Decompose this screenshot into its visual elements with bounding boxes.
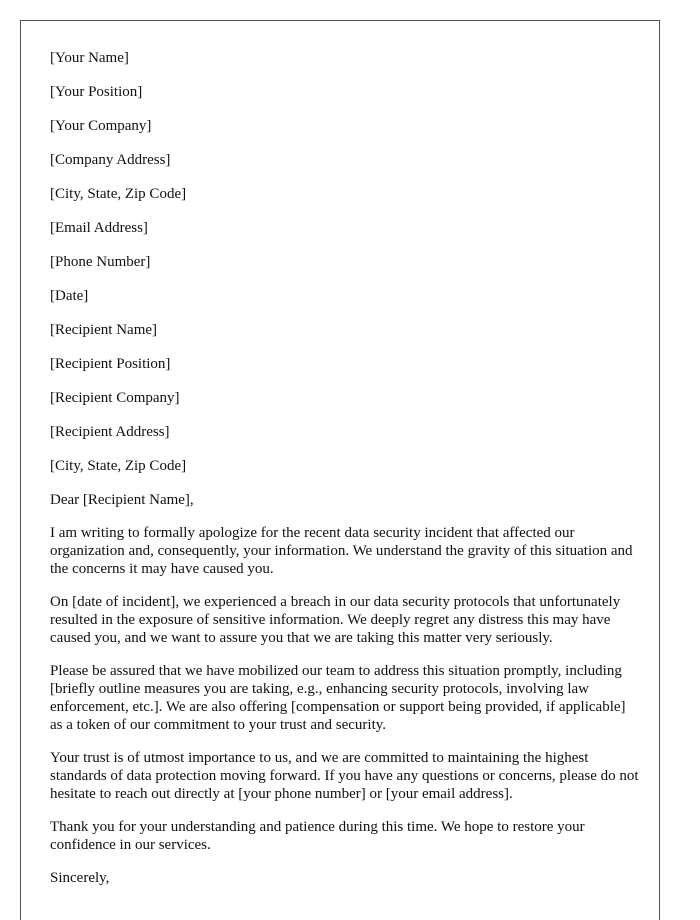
paragraph-measures: Please be assured that we have mobilized our team to address this situation promptly, including [briefly outline measures you are taking, e.g., enhancing security protocols, involving law enforcement, etc.]. We are also offering [compensation or support being provided, if applicable] as a token of our commitment to your trust and security. — [50, 663, 626, 733]
paragraph-incident: On [date of incident], we experienced a breach in our data security protocols that unfortunately resulted in the exposure of sensitive information. We deeply regret any distress this may have caused you, and we want to assure you that we are taking this matter very seriously. — [50, 594, 621, 646]
salutation: Dear [Recipient Name], — [50, 492, 194, 508]
recipient-name: [Recipient Name] — [50, 322, 158, 338]
recipient-address: [Recipient Address] — [50, 424, 170, 440]
letter-body — [50, 49, 640, 887]
recipient-company: [Recipient Company] — [50, 390, 180, 406]
paragraph-trust: Your trust is of utmost importance to us, and we are committed to maintaining the highest standards of data protection moving forward. If you have any questions or concerns, please do not hesitate to reach out directly at [your phone number] or [your email address]. — [50, 750, 639, 802]
sender-address: [Company Address] — [50, 152, 171, 168]
letter-page — [20, 20, 660, 920]
sender-phone: [Phone Number] — [50, 254, 151, 270]
sender-city-state-zip: [City, State, Zip Code] — [50, 186, 187, 202]
recipient-position: [Recipient Position] — [50, 356, 171, 372]
sender-company: [Your Company] — [50, 118, 152, 134]
paragraph-apology: I am writing to formally apologize for the recent data security incident that affected our organization and, consequently, your information. We understand the gravity of this situation and the concerns it may have caused you. — [50, 525, 633, 577]
recipient-city-state-zip: [City, State, Zip Code] — [50, 458, 187, 474]
sender-email: [Email Address] — [50, 220, 148, 236]
sender-position: [Your Position] — [50, 84, 143, 100]
letter-date: [Date] — [50, 288, 89, 304]
sender-name: [Your Name] — [50, 50, 129, 66]
closing: Sincerely, — [50, 870, 110, 886]
paragraph-thanks: Thank you for your understanding and patience during this time. We hope to restore your confidence in our services. — [50, 819, 585, 853]
